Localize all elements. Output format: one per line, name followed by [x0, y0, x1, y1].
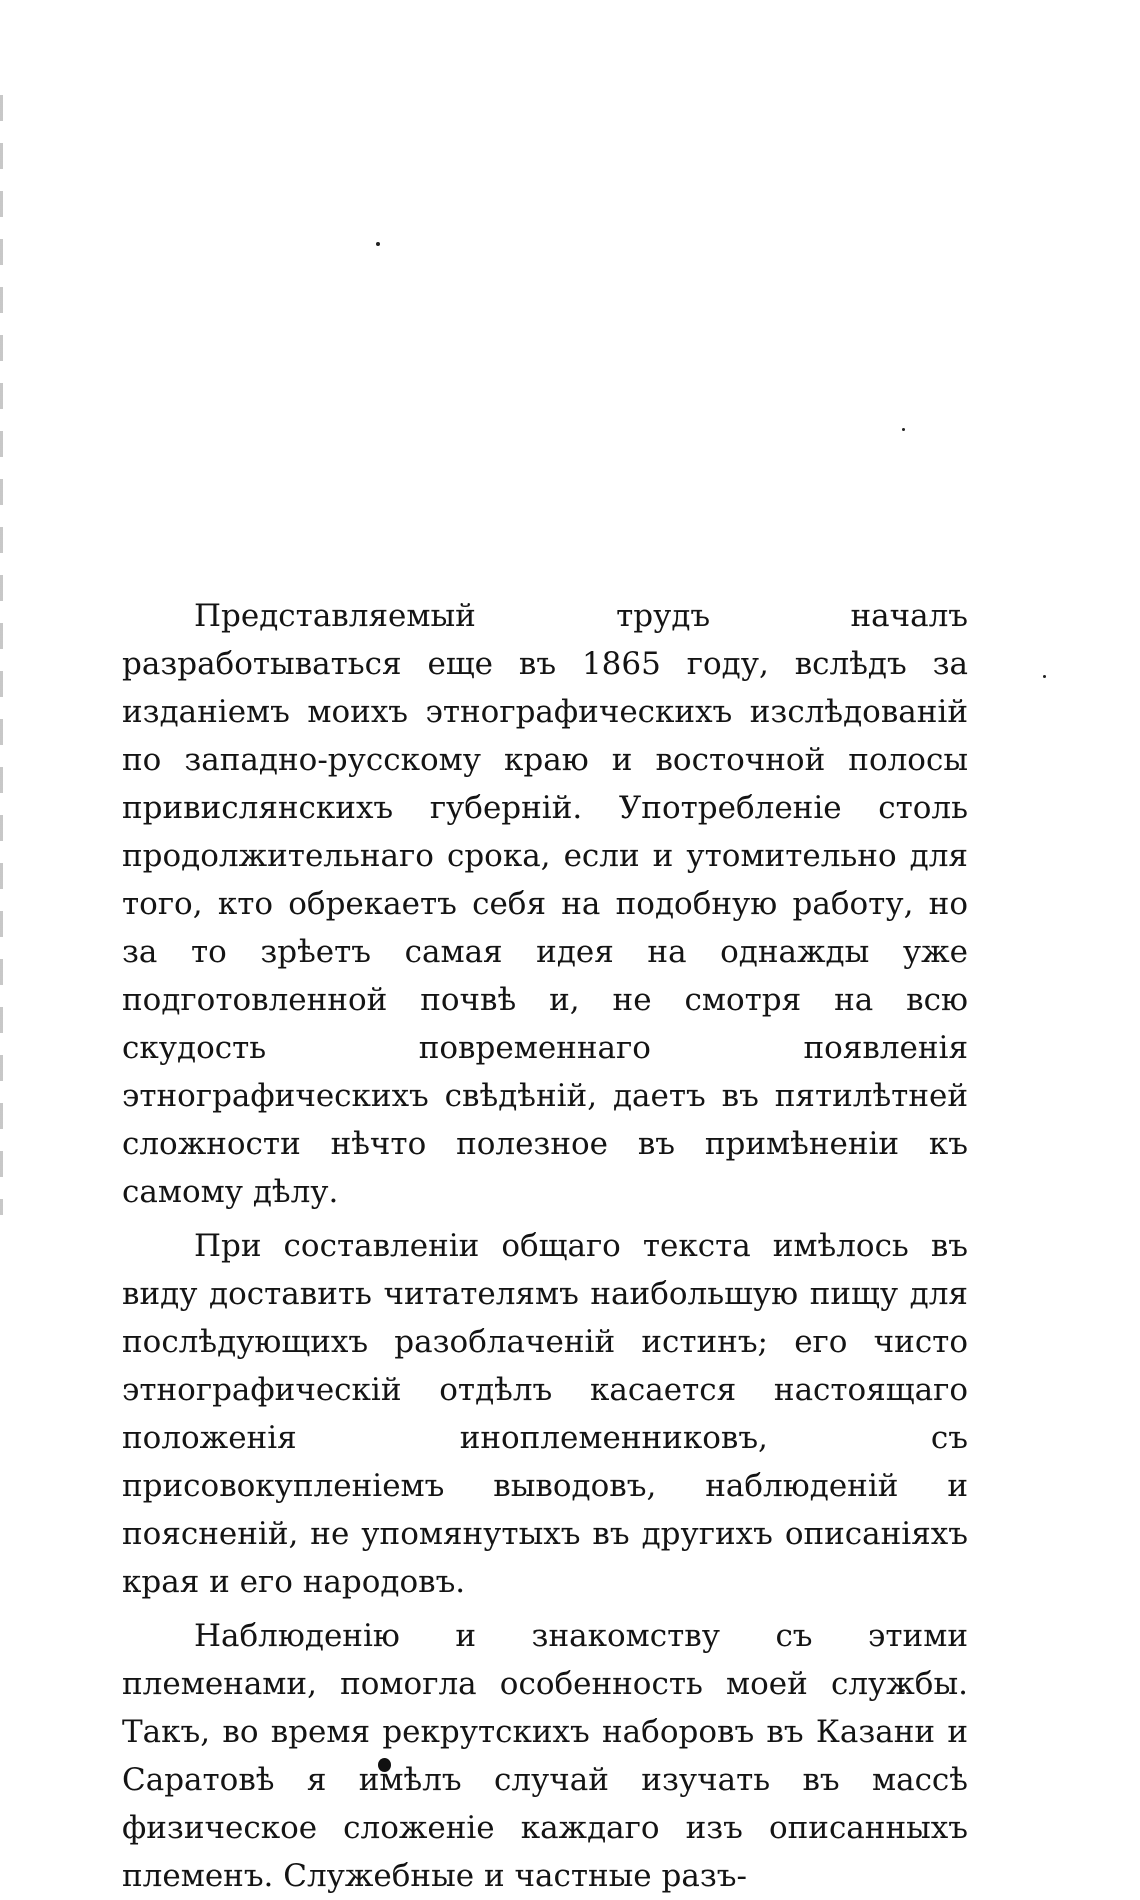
print-speck: [1043, 675, 1046, 678]
body-text: [122, 592, 968, 1900]
paragraph: При составленіи общаго текста имѣлось въ виду доставить читателямъ наибольшую пищу для послѣдующихъ разоблаченій истинъ; его чисто этнографическій отдѣлъ касается настоящаго положенія иноплеменниковъ, съ присовокупленіемъ выводовъ, наблюденій и поясненій, не упомянутыхъ въ другихъ описаніяхъ края и его народовъ.: [122, 1228, 968, 1600]
paragraph: Наблюденію и знакомству съ этими племенами, помогла особенность моей службы. Такъ, во время рекрутскихъ наборовъ въ Казани и Саратовѣ я имѣлъ случай изучать въ массѣ физическое сложеніе каждаго изъ описанныхъ племенъ. Служебные и частные разъ-: [122, 1618, 968, 1894]
print-speck: [376, 242, 380, 246]
page-edge-shadow: [0, 95, 3, 1215]
paragraph: Представляемый трудъ началъ разработываться еще въ 1865 году, вслѣдъ за изданіемъ моихъ этнографическихъ изслѣдованій по западно-русскому краю и восточной полосы привислянскихъ губерній. Употребленіе столь продолжительнаго срока, если и утомительно для того, кто обрекаетъ себя на подобную работу, но за то зрѣетъ самая идея на однажды уже подготовленной почвѣ и, не смотря на всю скудость повременнаго появленія этнографическихъ свѣдѣній, даетъ въ пятилѣтней сложности нѣчто полезное въ примѣненіи къ самому дѣлу.: [122, 598, 968, 1210]
print-speck: [902, 428, 905, 431]
